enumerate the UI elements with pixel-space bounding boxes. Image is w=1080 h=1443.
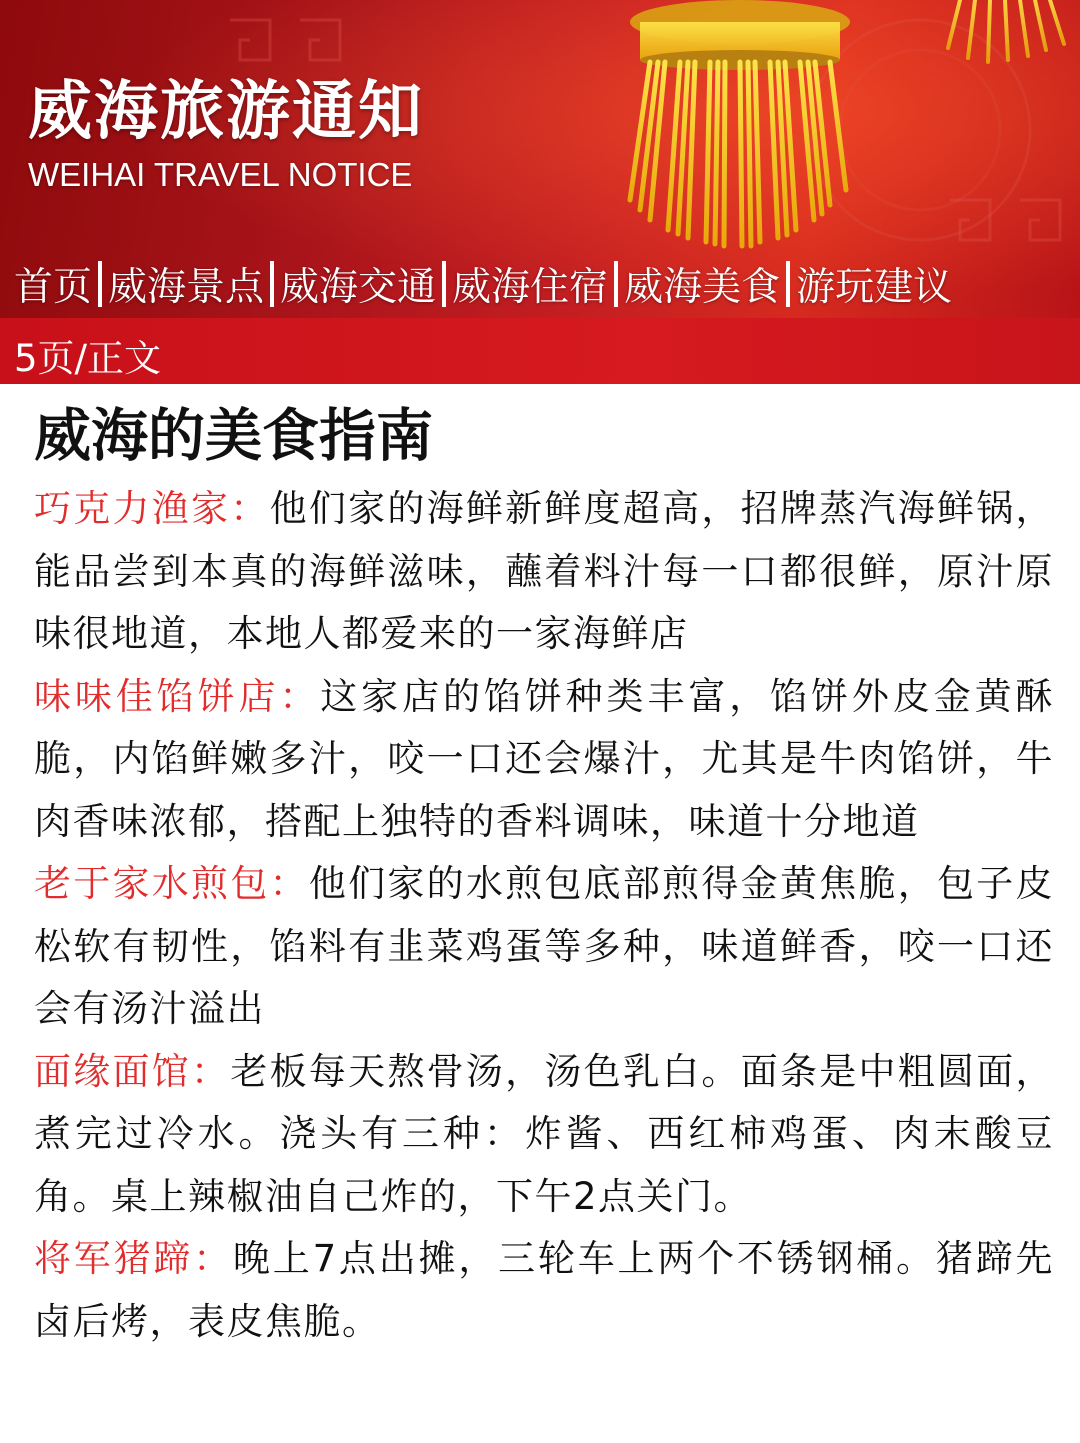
site-title: 威海旅游通知: [28, 75, 424, 149]
food-entry: [34, 1041, 1054, 1229]
restaurant-name: 老于家水煎包：: [34, 862, 309, 905]
nav-item-food[interactable]: 威海美食: [624, 265, 781, 310]
food-entry: [34, 666, 1054, 854]
nav-item-attractions[interactable]: 威海景点: [108, 265, 265, 310]
nav-item-tips[interactable]: 游玩建议: [796, 265, 953, 310]
article: [34, 396, 1054, 1353]
food-entry: [34, 853, 1054, 1041]
nav-divider: [614, 261, 618, 307]
restaurant-description: 他们家的海鲜新鲜度超高，招牌蒸汽海鲜锅，能品尝到本真的海鲜滋味，蘸着料汁每一口都很鲜，原汁原味很地道，本地人都爱来的一家海鲜店: [34, 487, 1055, 655]
restaurant-description: 老板每天熬骨汤，汤色乳白。面条是中粗圆面，煮完过冷水。浇头有三种：炸酱、西红柿鸡蛋、肉末酸豆角。桌上辣椒油自己炸的，下午2点关门。: [34, 1049, 1055, 1218]
restaurant-name: 将军猪蹄：: [34, 1237, 233, 1280]
restaurant-name: 面缘面馆：: [34, 1049, 231, 1093]
restaurant-name: 巧克力渔家：: [34, 487, 270, 530]
nav-item-home[interactable]: 首页: [14, 265, 93, 310]
breadcrumb: 5页/正文: [14, 337, 162, 380]
nav-item-transport[interactable]: 威海交通: [280, 265, 437, 310]
restaurant-description: 晚上7点出摊，三轮车上两个不锈钢桶。猪蹄先卤后烤，表皮焦脆。: [34, 1237, 1055, 1343]
restaurant-description: 这家店的馅饼种类丰富，馅饼外皮金黄酥脆，内馅鲜嫩多汁，咬一口还会爆汁，尤其是牛肉馅饼，牛肉香味浓郁，搭配上独特的香料调味，味道十分地道: [34, 674, 1055, 843]
restaurant-name: 味味佳馅饼店：: [34, 674, 321, 718]
nav-item-lodging[interactable]: 威海住宿: [452, 265, 609, 310]
food-entry: [34, 478, 1054, 666]
header-banner: [0, 0, 1080, 318]
main-nav: [14, 256, 952, 312]
site-subtitle: WEIHAI TRAVEL NOTICE: [28, 156, 413, 193]
restaurant-description: 他们家的水煎包底部煎得金黄焦脆，包子皮松软有韧性，馅料有韭菜鸡蛋等多种，味道鲜香，咬一口还会有汤汁溢出: [34, 862, 1055, 1030]
nav-divider: [786, 261, 790, 307]
food-entry: [34, 1228, 1054, 1353]
nav-divider: [442, 261, 446, 307]
nav-divider: [270, 261, 274, 307]
nav-divider: [98, 261, 102, 307]
breadcrumb-bar: [0, 318, 1080, 384]
article-heading: 威海的美食指南: [34, 403, 433, 469]
